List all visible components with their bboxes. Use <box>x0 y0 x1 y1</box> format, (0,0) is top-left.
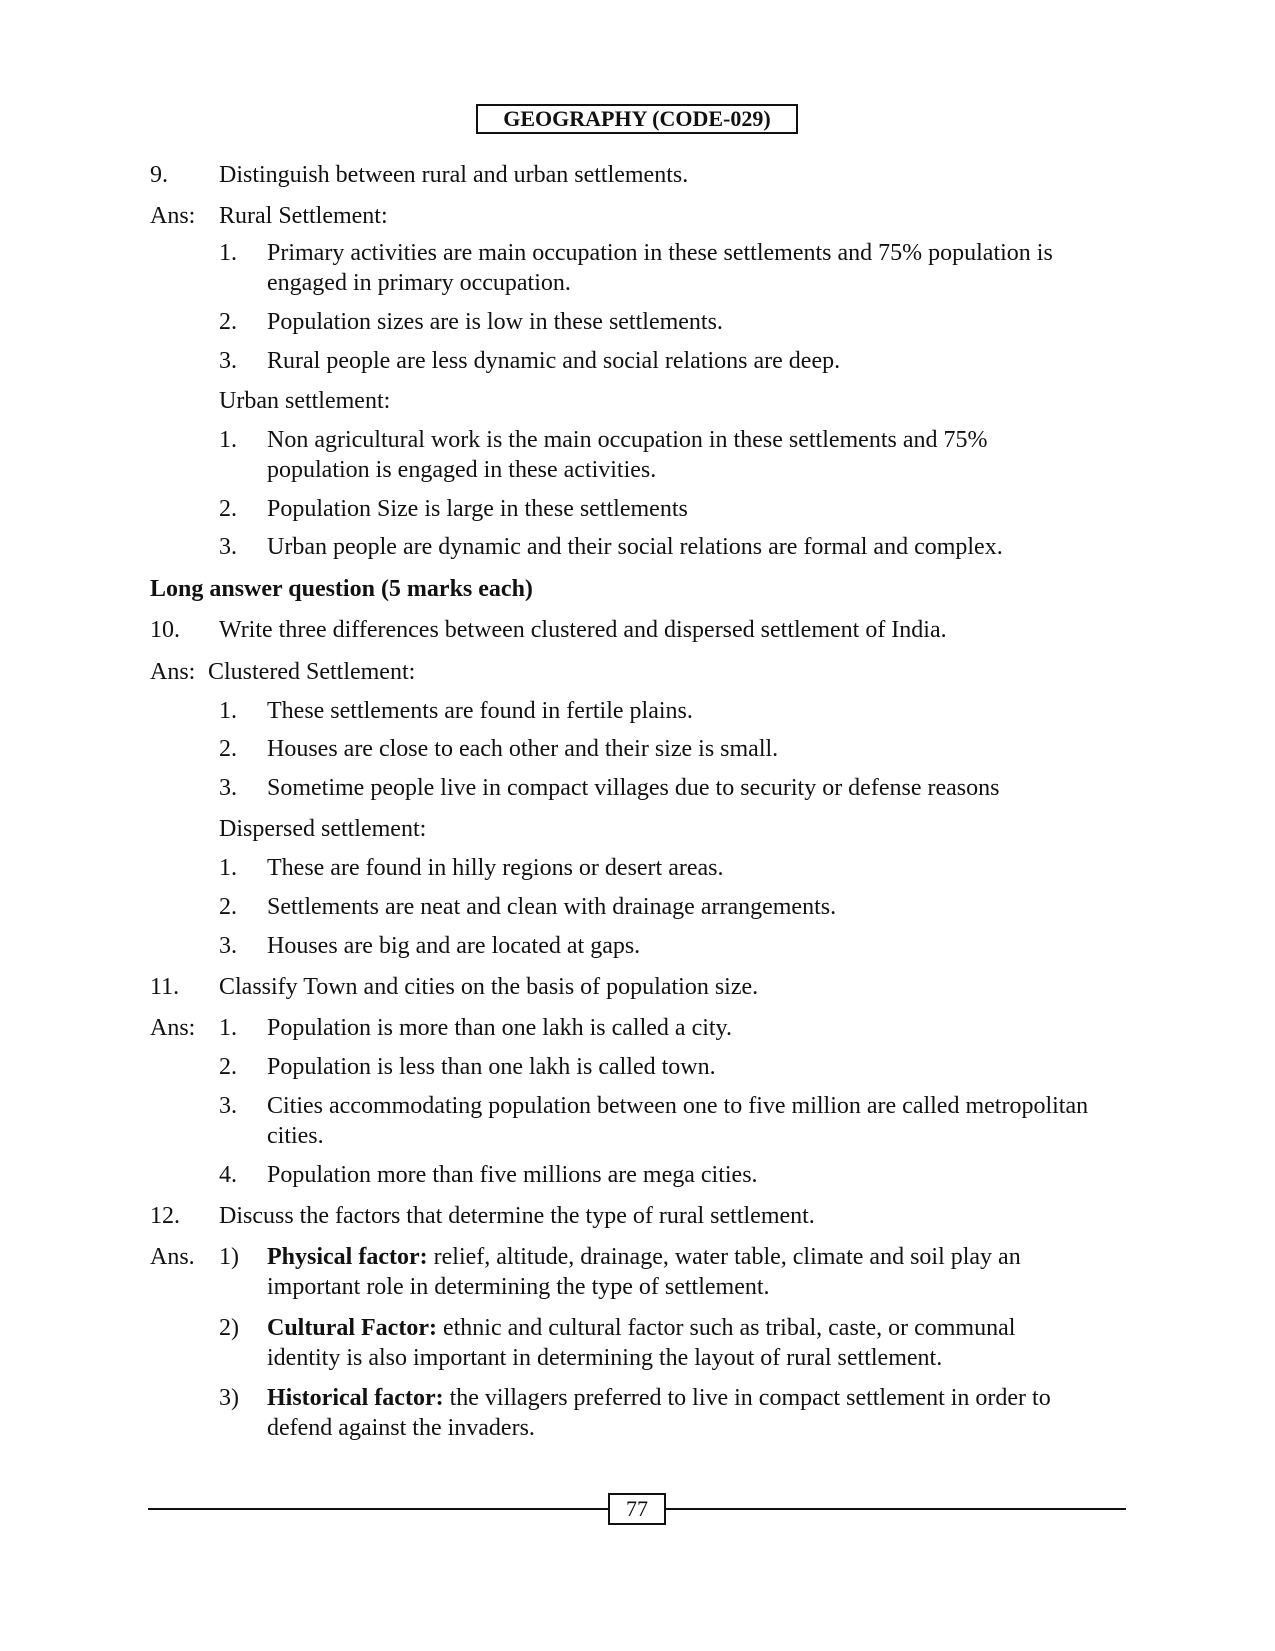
q10-dispersed-item-1-number: 1. <box>219 855 237 881</box>
q9-rural-item-3-line-1: Rural people are less dynamic and social relations are deep. <box>267 348 841 374</box>
q10-dispersed-item-1-line-1: These are found in hilly regions or desert areas. <box>267 855 724 881</box>
q10-ans-label: Ans: <box>150 659 196 685</box>
q12-item-1-number: 1) <box>219 1244 239 1270</box>
q10-clustered-item-1-number: 1. <box>219 698 237 724</box>
page-number: 77 <box>608 1493 666 1525</box>
q10-clustered-item-2-line-1: Houses are close to each other and their size is small. <box>267 736 779 762</box>
q12-item-3-term: Historical factor: <box>267 1385 444 1411</box>
q11-item-2-line-1: Population is less than one lakh is called town. <box>267 1054 716 1080</box>
q11-number: 11. <box>150 974 180 1000</box>
q12-item-2-term: Cultural Factor: <box>267 1315 437 1341</box>
q11-item-3-number: 3. <box>219 1093 237 1119</box>
footer-rule-right <box>664 1508 1126 1510</box>
q10-number: 10. <box>150 617 180 643</box>
q10-dispersed-item-2-line-1: Settlements are neat and clean with drainage arrangements. <box>267 894 837 920</box>
q10-clustered-item-2-number: 2. <box>219 736 237 762</box>
footer-rule-left <box>148 1508 610 1510</box>
q12-item-1-text: relief, altitude, drainage, water table, climate and soil play an <box>427 1244 1021 1270</box>
q10-dispersed-item-3-number: 3. <box>219 933 237 959</box>
q9-urban-item-2-number: 2. <box>219 496 237 522</box>
q11-ans-label: Ans: <box>150 1015 196 1041</box>
q12-item-2-text: ethnic and cultural factor such as tribal, caste, or communal <box>436 1315 1016 1341</box>
q9-urban-item-3-number: 3. <box>219 534 237 560</box>
q12-item-1-line-1 <box>267 1242 1021 1272</box>
q9-urban-item-1-line-2: population is engaged in these activities. <box>267 457 657 483</box>
q12-item-3-text: the villagers preferred to live in compact settlement in order to <box>443 1385 1051 1411</box>
q9-urban-item-3-line-1: Urban people are dynamic and their social relations are formal and complex. <box>267 534 1003 560</box>
q11-item-2-number: 2. <box>219 1054 237 1080</box>
q10-dispersed-heading: Dispersed settlement: <box>219 816 427 842</box>
page-header-title: GEOGRAPHY (CODE-029) <box>476 104 798 134</box>
q12-number: 12. <box>150 1203 180 1229</box>
q9-rural-item-1-line-2: engaged in primary occupation. <box>267 270 571 296</box>
q10-clustered-item-3-line-1: Sometime people live in compact villages due to security or defense reasons <box>267 775 1000 801</box>
q9-rural-item-1-line-1: Primary activities are main occupation in these settlements and 75% population is <box>267 240 1053 266</box>
q12-ans-label: Ans. <box>150 1244 195 1270</box>
q10-clustered-item-1-line-1: These settlements are found in fertile plains. <box>267 698 693 724</box>
q11-item-4-line-1: Population more than five millions are mega cities. <box>267 1162 758 1188</box>
section-heading: Long answer question (5 marks each) <box>150 576 533 602</box>
q12-item-3-line-2: defend against the invaders. <box>267 1415 535 1441</box>
q11-item-4-number: 4. <box>219 1162 237 1188</box>
q11-item-3-line-1: Cities accommodating population between one to five million are called metropolitan <box>267 1093 1089 1119</box>
q9-rural-item-3-number: 3. <box>219 348 237 374</box>
q12-item-1-term: Physical factor: <box>267 1244 428 1270</box>
q9-urban-item-1-line-1: Non agricultural work is the main occupation in these settlements and 75% <box>267 427 988 453</box>
q9-rural-item-2-line-1: Population sizes are is low in these settlements. <box>267 309 723 335</box>
q9-urban-item-1-number: 1. <box>219 427 237 453</box>
q9-rural-item-2-number: 2. <box>219 309 237 335</box>
q12-question: Discuss the factors that determine the type of rural settlement. <box>219 1203 815 1229</box>
q10-clustered-item-3-number: 3. <box>219 775 237 801</box>
q12-item-3-line-1 <box>267 1383 1051 1413</box>
q11-item-1-number: 1. <box>219 1015 237 1041</box>
q12-item-2-line-2: identity is also important in determining the layout of rural settlement. <box>267 1345 943 1371</box>
q9-question: Distinguish between rural and urban settlements. <box>219 162 689 188</box>
q10-dispersed-item-2-number: 2. <box>219 894 237 920</box>
q9-urban-heading: Urban settlement: <box>219 388 391 414</box>
q10-question: Write three differences between clustered and dispersed settlement of India. <box>219 617 947 643</box>
q9-rural-heading: Rural Settlement: <box>219 203 388 229</box>
q12-item-3-number: 3) <box>219 1385 239 1411</box>
q11-item-1-line-1: Population is more than one lakh is called a city. <box>267 1015 732 1041</box>
q10-dispersed-item-3-line-1: Houses are big and are located at gaps. <box>267 933 641 959</box>
q12-item-2-line-1 <box>267 1313 1015 1343</box>
q12-item-2-number: 2) <box>219 1315 239 1341</box>
q9-rural-item-1-number: 1. <box>219 240 237 266</box>
q9-urban-item-2-line-1: Population Size is large in these settlements <box>267 496 688 522</box>
q9-ans-label: Ans: <box>150 203 196 229</box>
q11-item-3-line-2: cities. <box>267 1123 324 1149</box>
q9-number: 9. <box>150 162 168 188</box>
q11-question: Classify Town and cities on the basis of population size. <box>219 974 759 1000</box>
q10-clustered-heading: Clustered Settlement: <box>208 659 416 685</box>
q12-item-1-line-2: important role in determining the type of settlement. <box>267 1274 770 1300</box>
